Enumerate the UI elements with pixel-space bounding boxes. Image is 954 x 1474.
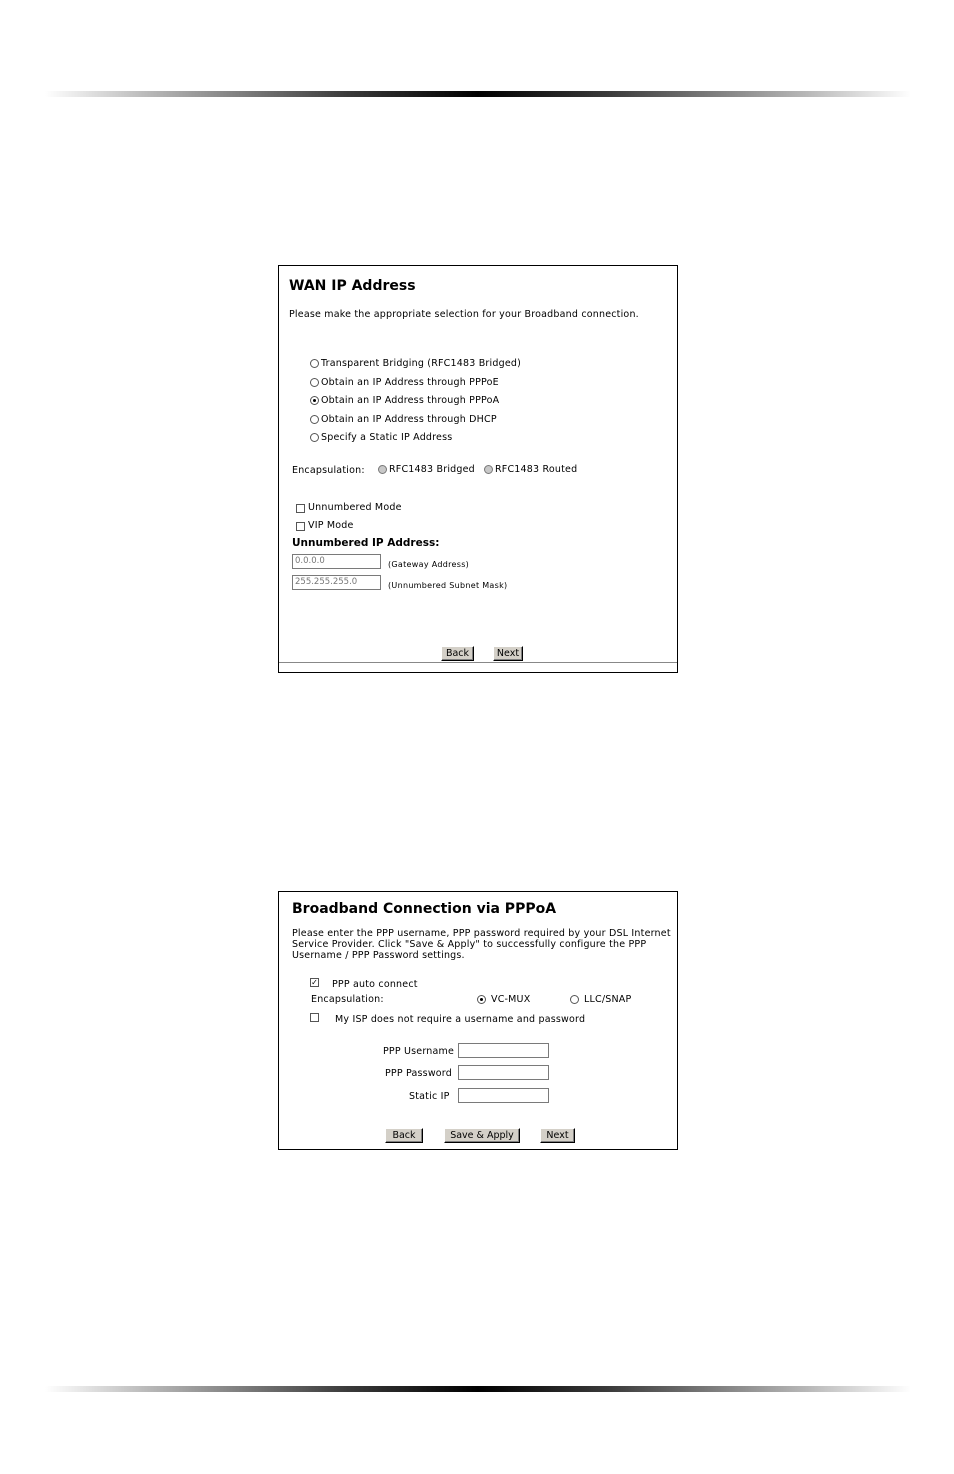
vip-mode-label: VIP Mode (308, 520, 354, 531)
option-static-ip-radio[interactable] (310, 433, 319, 442)
rfc1483-routed-radio[interactable] (484, 465, 493, 474)
wan-bottom-separator (279, 662, 677, 663)
llcsnap-radio[interactable] (570, 995, 579, 1004)
option-bridging-label: Transparent Bridging (RFC1483 Bridged) (321, 358, 522, 369)
checkmark-icon: ✓ (311, 978, 318, 987)
pppoa-next-button[interactable]: Next (540, 1128, 575, 1143)
option-pppoa-radio[interactable] (310, 396, 319, 405)
option-pppoa-label: Obtain an IP Address through PPPoA (321, 395, 500, 406)
no-username-label: My ISP does not require a username and password (335, 1014, 586, 1025)
pppoa-back-button[interactable]: Back (385, 1128, 423, 1143)
rfc1483-bridged-label: RFC1483 Bridged (389, 464, 475, 475)
pppoa-intro-line3: Username / PPP Password settings. (292, 950, 465, 961)
gateway-address-input[interactable]: 0.0.0.0 (292, 554, 381, 569)
static-ip-label: Static IP (409, 1091, 450, 1102)
wan-back-button[interactable]: Back (441, 646, 474, 661)
pppoa-intro-line1: Please enter the PPP username, PPP password required by your DSL Internet (292, 928, 671, 939)
ppp-auto-connect-checkbox[interactable] (310, 978, 319, 987)
vip-mode-checkbox[interactable] (296, 522, 305, 531)
subnet-mask-hint: (Unnumbered Subnet Mask) (388, 581, 508, 590)
top-divider (45, 91, 911, 97)
pppoa-title: Broadband Connection via PPPoA (292, 901, 557, 917)
rfc1483-bridged-radio[interactable] (378, 465, 387, 474)
pppoa-intro-line2: Service Provider. Click "Save & Apply" to successfully configure the PPP (292, 939, 647, 950)
bottom-divider (45, 1386, 911, 1392)
ppp-username-input[interactable] (458, 1043, 549, 1058)
unnumbered-mode-label: Unnumbered Mode (308, 502, 402, 513)
option-static-ip-label: Specify a Static IP Address (321, 432, 453, 443)
save-apply-button[interactable]: Save & Apply (444, 1128, 520, 1143)
option-dhcp-label: Obtain an IP Address through DHCP (321, 414, 497, 425)
ppp-auto-connect-label: PPP auto connect (332, 979, 418, 990)
unnumbered-mode-checkbox[interactable] (296, 504, 305, 513)
ppp-password-label: PPP Password (385, 1068, 452, 1079)
subnet-mask-input[interactable]: 255.255.255.0 (292, 575, 381, 590)
no-username-checkbox[interactable] (310, 1013, 319, 1022)
ppp-password-input[interactable] (458, 1065, 549, 1080)
rfc1483-routed-label: RFC1483 Routed (495, 464, 578, 475)
wan-next-button[interactable]: Next (493, 646, 523, 661)
ppp-username-label: PPP Username (383, 1046, 455, 1057)
option-pppoe-radio[interactable] (310, 378, 319, 387)
gateway-address-hint: (Gateway Address) (388, 560, 470, 569)
wan-intro: Please make the appropriate selection for your Broadband connection. (289, 309, 639, 320)
vcmux-label: VC-MUX (491, 994, 531, 1005)
wan-title: WAN IP Address (289, 278, 416, 294)
option-bridging-radio[interactable] (310, 359, 319, 368)
vcmux-radio[interactable] (477, 995, 486, 1004)
static-ip-input[interactable] (458, 1088, 549, 1103)
unnumbered-ip-heading: Unnumbered IP Address: (292, 537, 440, 549)
option-pppoe-label: Obtain an IP Address through PPPoE (321, 377, 499, 388)
wan-encapsulation-label: Encapsulation: (292, 465, 365, 476)
option-dhcp-radio[interactable] (310, 415, 319, 424)
pppoa-panel (278, 891, 678, 1150)
pppoa-encapsulation-label: Encapsulation: (311, 994, 384, 1005)
llcsnap-label: LLC/SNAP (584, 994, 632, 1005)
wan-ip-panel (278, 265, 678, 673)
